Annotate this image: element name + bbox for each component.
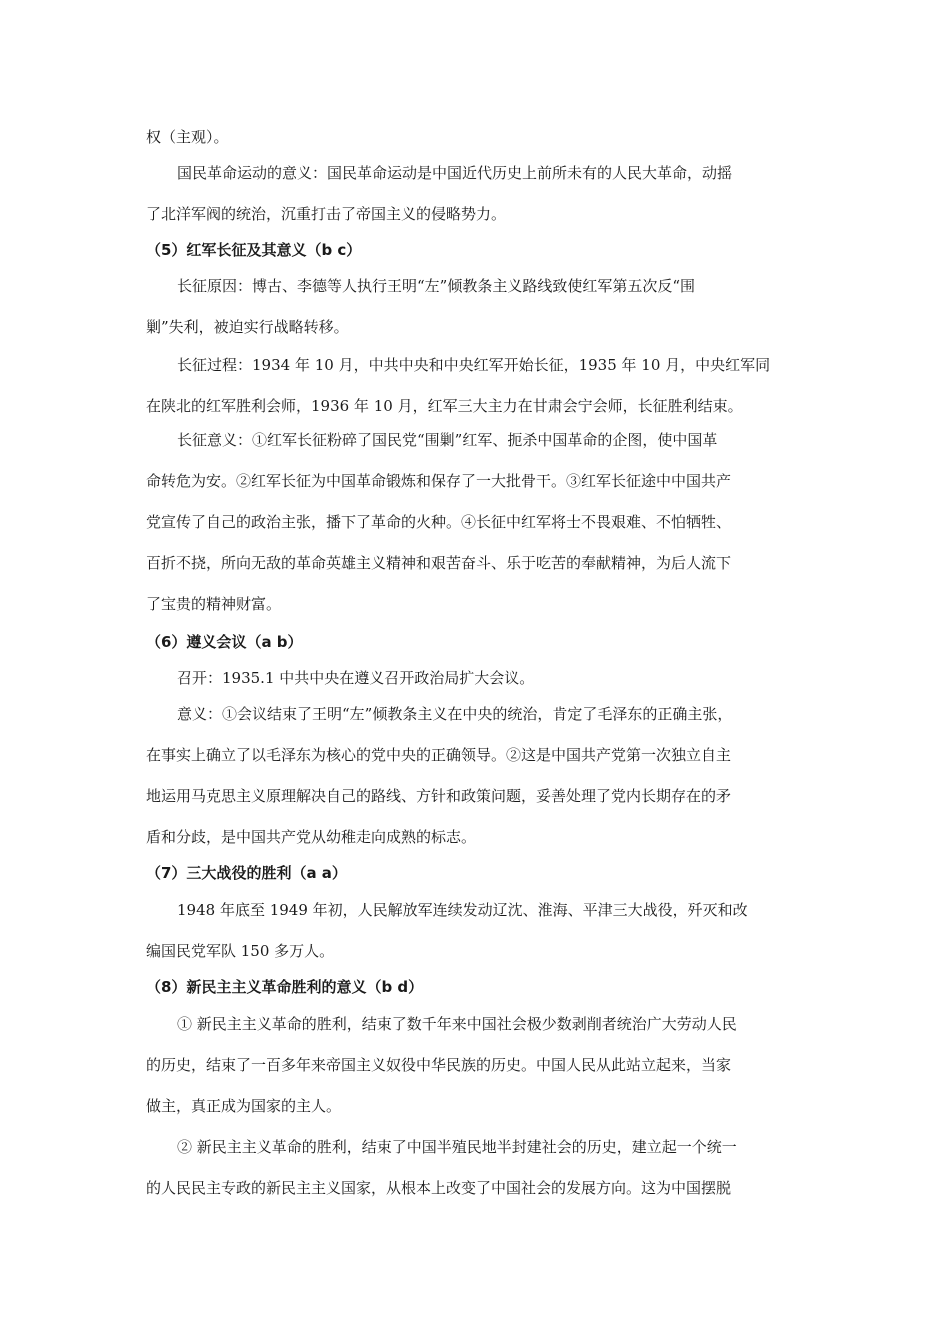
text-line: 召开：1935.1 中共中央在遵义召开政治局扩大会议。 xyxy=(177,669,535,687)
text-line: 命转危为安。②红军长征为中国革命锻炼和保存了一大批骨干。③红军长征途中中国共产 xyxy=(146,472,732,490)
text-line: 长征原因：博古、李德等人执行王明“左”倾教条主义路线致使红军第五次反“围 xyxy=(177,277,696,295)
section-heading: （6）遵义会议（a b） xyxy=(146,633,303,651)
text-line: 在事实上确立了以毛泽东为核心的党中央的正确领导。②这是中国共产党第一次独立自主 xyxy=(146,746,732,764)
text-line: 了宝贵的精神财富。 xyxy=(146,595,282,613)
text-line: 的人民民主专政的新民主主义国家，从根本上改变了中国社会的发展方向。这为中国摆脱 xyxy=(146,1179,732,1197)
text-line: 长征过程：1934 年 10 月，中共中央和中央红军开始长征，1935 年 10 月，中央红军同 xyxy=(177,356,771,374)
section-heading: （8）新民主主义革命胜利的意义（b d） xyxy=(146,978,424,996)
text-line: ② 新民主主义革命的胜利，结束了中国半殖民地半封建社会的历史，建立起一个统一 xyxy=(177,1138,737,1156)
text-line: 地运用马克思主义原理解决自己的路线、方针和政策问题，妥善处理了党内长期存在的矛 xyxy=(146,787,732,805)
section-heading: （7）三大战役的胜利（a a） xyxy=(146,864,347,882)
section-heading: （5）红军长征及其意义（b c） xyxy=(146,241,362,259)
text-line: 编国民党军队 150 多万人。 xyxy=(146,942,335,960)
text-line: 盾和分歧，是中国共产党从幼稚走向成熟的标志。 xyxy=(146,828,477,846)
text-line: 党宣传了自己的政治主张，播下了革命的火种。④长征中红军将士不畏艰难、不怕牺牲、 xyxy=(146,513,732,531)
text-line: 百折不挠，所向无敌的革命英雄主义精神和艰苦奋斗、乐于吃苦的奉献精神，为后人流下 xyxy=(146,554,732,572)
text-line: 长征意义：①红军长征粉碎了国民党“围剿”红军、扼杀中国革命的企图，使中国革 xyxy=(177,431,718,449)
text-line: 1948 年底至 1949 年初，人民解放军连续发动辽沈、淮海、平津三大战役，歼灭和改 xyxy=(177,901,748,919)
text-line: 在陕北的红军胜利会师，1936 年 10 月，红军三大主力在甘肃会宁会师，长征胜利结束。 xyxy=(146,397,743,415)
text-line: 剿”失利，被迫实行战略转移。 xyxy=(146,318,349,336)
text-line: 权（主观）。 xyxy=(146,128,229,146)
text-line: 意义：①会议结束了王明“左”倾教条主义在中央的统治，肯定了毛泽东的正确主张， xyxy=(177,705,733,723)
text-line: 国民革命运动的意义：国民革命运动是中国近代历史上前所未有的人民大革命，动摇 xyxy=(177,164,733,182)
text-line: 的历史，结束了一百多年来帝国主义奴役中华民族的历史。中国人民从此站立起来，当家 xyxy=(146,1056,732,1074)
text-line: 做主，真正成为国家的主人。 xyxy=(146,1097,342,1115)
text-line: ① 新民主主义革命的胜利，结束了数千年来中国社会极少数剥削者统治广大劳动人民 xyxy=(177,1015,737,1033)
text-line: 了北洋军阀的统治，沉重打击了帝国主义的侵略势力。 xyxy=(146,205,507,223)
